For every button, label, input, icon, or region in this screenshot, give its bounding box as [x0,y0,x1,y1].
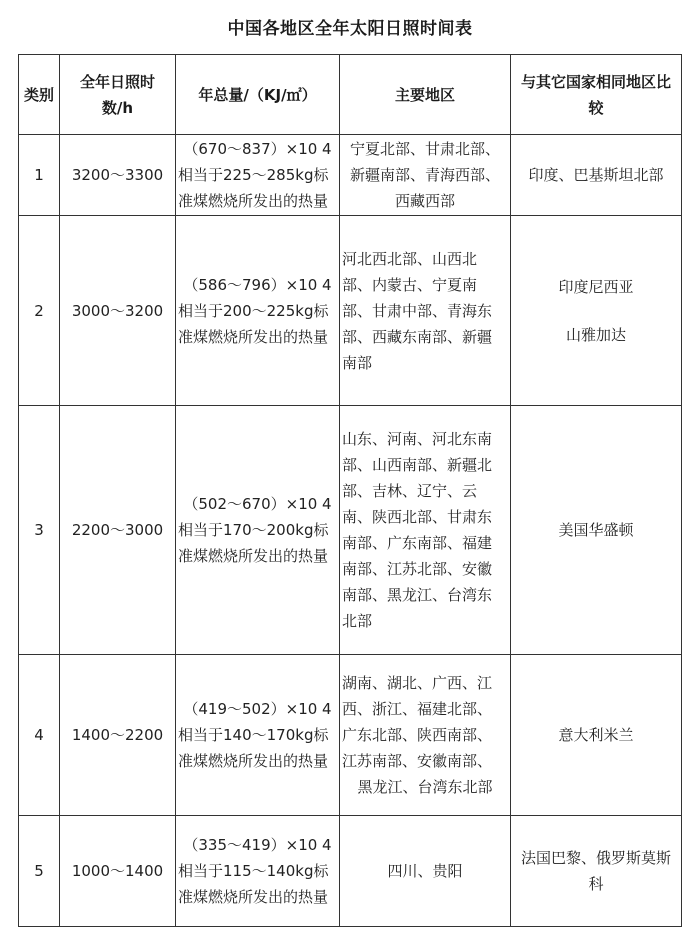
total-range: （335～419）×10 4 [183,836,332,854]
cell-region [340,655,511,816]
total-desc: 准煤燃烧所发出的热量 [178,192,329,210]
region-line: 部、吉林、辽宁、云 [342,482,478,500]
cell-category: 1 [19,135,60,216]
compare-line: 山雅加达 [565,325,626,344]
header-compare [511,55,682,135]
total-range: （586～796）×10 4 [183,275,332,294]
cell-total [176,816,340,927]
region-line: 南、陕西北部、甘肃东 [342,508,493,526]
total-desc: 准煤燃烧所发出的热量 [178,327,329,346]
total-range: （502～670）×10 4 [183,495,332,513]
region-line: 湖南、湖北、广西、江 [342,674,493,692]
header-hours-line2: 数/h [101,98,134,117]
cell-category: 5 [19,816,60,927]
table-row [19,655,682,816]
region-line: 部、山西南部、新疆北 [342,456,493,474]
header-compare-line1: 与其它国家相同地区比 [520,72,671,91]
compare-line: 印度尼西亚 [558,277,634,296]
cell-category: 4 [19,655,60,816]
cell-region [340,406,511,655]
region-line: 河北西北部、山西北 [342,249,478,268]
region-line: 南部、江苏北部、安徽 [342,560,493,578]
header-total: 年总量/（KJ/㎡） [176,55,340,135]
header-hours-line1: 全年日照时 [79,72,155,91]
cell-total [176,135,340,216]
cell-total [176,406,340,655]
table-row [19,406,682,655]
total-equiv: 相当于115～140kg标 [178,862,329,880]
header-region: 主要地区 [340,55,511,135]
cell-region [340,216,511,406]
cell-compare [511,135,682,216]
cell-region [340,816,511,927]
region-line: 北部 [342,612,373,630]
cell-hours: 3000～3200 [60,216,176,406]
region-line: 山东、河南、河北东南 [342,430,493,448]
table-title: 中国各地区全年太阳日照时间表 [227,19,473,39]
region-line: 黑龙江、台湾东北部 [357,778,493,796]
region-line: 南部 [342,353,373,372]
table-row [19,216,682,406]
cell-hours: 1400～2200 [60,655,176,816]
region-line: 部、甘肃中部、青海东 [342,301,493,320]
sunshine-table [18,54,682,927]
table-row [19,135,682,216]
region-line: 宁夏北部、甘肃北部、 [349,140,500,158]
total-desc: 准煤燃烧所发出的热量 [178,752,329,770]
compare-line: 美国华盛顿 [558,521,634,539]
region-line: 西、浙江、福建北部、 [342,700,493,718]
cell-compare [511,655,682,816]
compare-line: 法国巴黎、俄罗斯莫斯 [520,849,671,867]
cell-hours: 1000～1400 [60,816,176,927]
total-equiv: 相当于200～225kg标 [178,301,329,320]
cell-hours: 3200～3300 [60,135,176,216]
region-line: 部、内蒙古、宁夏南 [342,275,478,294]
region-line: 广东北部、陕西南部、 [342,726,493,744]
table-row [19,816,682,927]
cell-region [340,135,511,216]
header-hours [60,55,176,135]
total-range: （670～837）×10 4 [183,140,332,158]
cell-total [176,655,340,816]
region-line: 四川、贵阳 [387,862,463,880]
region-line: 新疆南部、青海西部、 [349,166,500,184]
cell-compare [511,406,682,655]
region-line: 南部、广东南部、福建 [342,534,493,552]
total-desc: 准煤燃烧所发出的热量 [178,888,329,906]
cell-total [176,216,340,406]
total-equiv: 相当于140～170kg标 [178,726,329,744]
compare-line: 意大利米兰 [558,726,634,744]
compare-line: 科 [588,875,604,893]
cell-category: 3 [19,406,60,655]
header-compare-line2: 较 [588,98,604,117]
cell-compare [511,816,682,927]
region-line: 部、西藏东南部、新疆 [342,327,493,346]
header-category: 类别 [19,55,60,135]
compare-line: 印度、巴基斯坦北部 [528,166,664,184]
header-row [19,55,682,135]
total-equiv: 相当于225～285kg标 [178,166,329,184]
region-line: 西藏西部 [394,192,455,210]
region-line: 南部、黑龙江、台湾东 [342,586,493,604]
cell-hours: 2200～3000 [60,406,176,655]
total-equiv: 相当于170～200kg标 [178,521,329,539]
total-range: （419～502）×10 4 [183,700,332,718]
cell-compare [511,216,682,406]
cell-category: 2 [19,216,60,406]
total-desc: 准煤燃烧所发出的热量 [178,547,329,565]
region-line: 江苏南部、安徽南部、 [342,752,493,770]
